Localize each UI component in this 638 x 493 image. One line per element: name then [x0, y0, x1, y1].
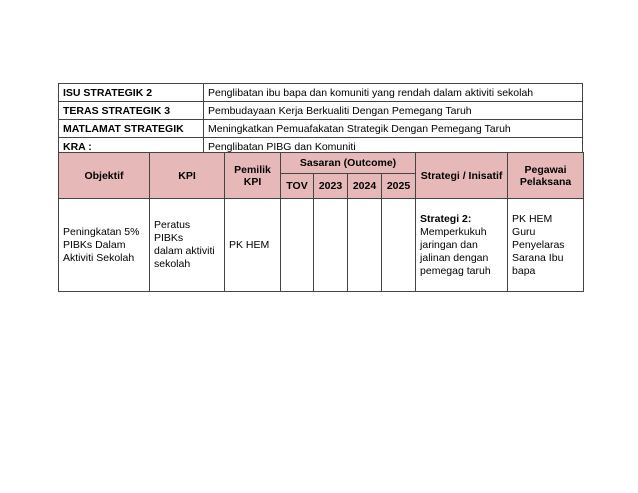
- info-value: Penglibatan PIBG dan Komuniti: [204, 138, 583, 156]
- cell-tov: [281, 199, 314, 292]
- cell-2024: [348, 199, 382, 292]
- info-row: [59, 102, 583, 120]
- info-value: Penglibatan ibu bapa dan komuniti yang rendah dalam aktiviti sekolah: [204, 84, 583, 102]
- cell-line: Penyelaras: [512, 238, 565, 251]
- cell-2025: [382, 199, 416, 292]
- info-label: MATLAMAT STRATEGIK: [59, 120, 204, 138]
- cell-2023: [314, 199, 348, 292]
- cell-line: Sarana Ibu: [512, 251, 564, 264]
- header-pegawai: Pegawai Pelaksana: [508, 153, 584, 199]
- cell-line: dalam aktiviti: [154, 245, 215, 257]
- cell-line: Peratus PIBKs: [154, 219, 191, 244]
- cell-line: Aktiviti Sekolah: [63, 251, 135, 264]
- cell-line: pemegag taruh: [420, 264, 491, 277]
- header-2024: 2024: [348, 174, 382, 199]
- cell-line: Peningkatan 5%: [63, 225, 140, 238]
- cell-line: sekolah: [154, 258, 191, 270]
- header-2025: 2025: [382, 174, 416, 199]
- info-label: KRA :: [59, 138, 204, 156]
- plan-table: [58, 152, 584, 292]
- cell-line: PIBKs Dalam: [63, 238, 126, 251]
- cell-objektif: [59, 199, 150, 292]
- info-label: ISU STRATEGIK 2: [59, 84, 204, 102]
- cell-pemilik: PK HEM: [225, 199, 281, 292]
- cell-pegawai: [508, 199, 584, 292]
- cell-line: jaringan dan: [420, 238, 478, 251]
- strategic-info-table: [58, 83, 583, 156]
- cell-line: PK HEM: [512, 212, 553, 225]
- info-label: TERAS STRATEGIK 3: [59, 102, 204, 120]
- header-sasaran: Sasaran (Outcome): [281, 153, 416, 174]
- header-tov: TOV: [281, 174, 314, 199]
- cell-line: jalinan dengan: [420, 251, 489, 264]
- table-row: [59, 199, 584, 292]
- header-2023: 2023: [314, 174, 348, 199]
- info-row: [59, 84, 583, 102]
- cell-line: Memperkukuh: [420, 225, 487, 238]
- strategi-title: Strategi 2:: [420, 212, 472, 225]
- header-kpi: KPI: [150, 153, 225, 199]
- cell-line: bapa: [512, 264, 536, 277]
- cell-strategi: [416, 199, 508, 292]
- info-value: Meningkatkan Pemuafakatan Strategik Dengan Pemegang Taruh: [204, 120, 583, 138]
- info-value: Pembudayaan Kerja Berkualiti Dengan Pemegang Taruh: [204, 102, 583, 120]
- info-row: [59, 120, 583, 138]
- cell-kpi: [150, 199, 225, 292]
- header-row: [59, 153, 584, 174]
- header-pemilik-kpi: Pemilik KPI: [225, 153, 281, 199]
- header-objektif: Objektif: [59, 153, 150, 199]
- header-strategi: Strategi / Inisatif: [416, 153, 508, 199]
- cell-line: Guru: [512, 225, 536, 238]
